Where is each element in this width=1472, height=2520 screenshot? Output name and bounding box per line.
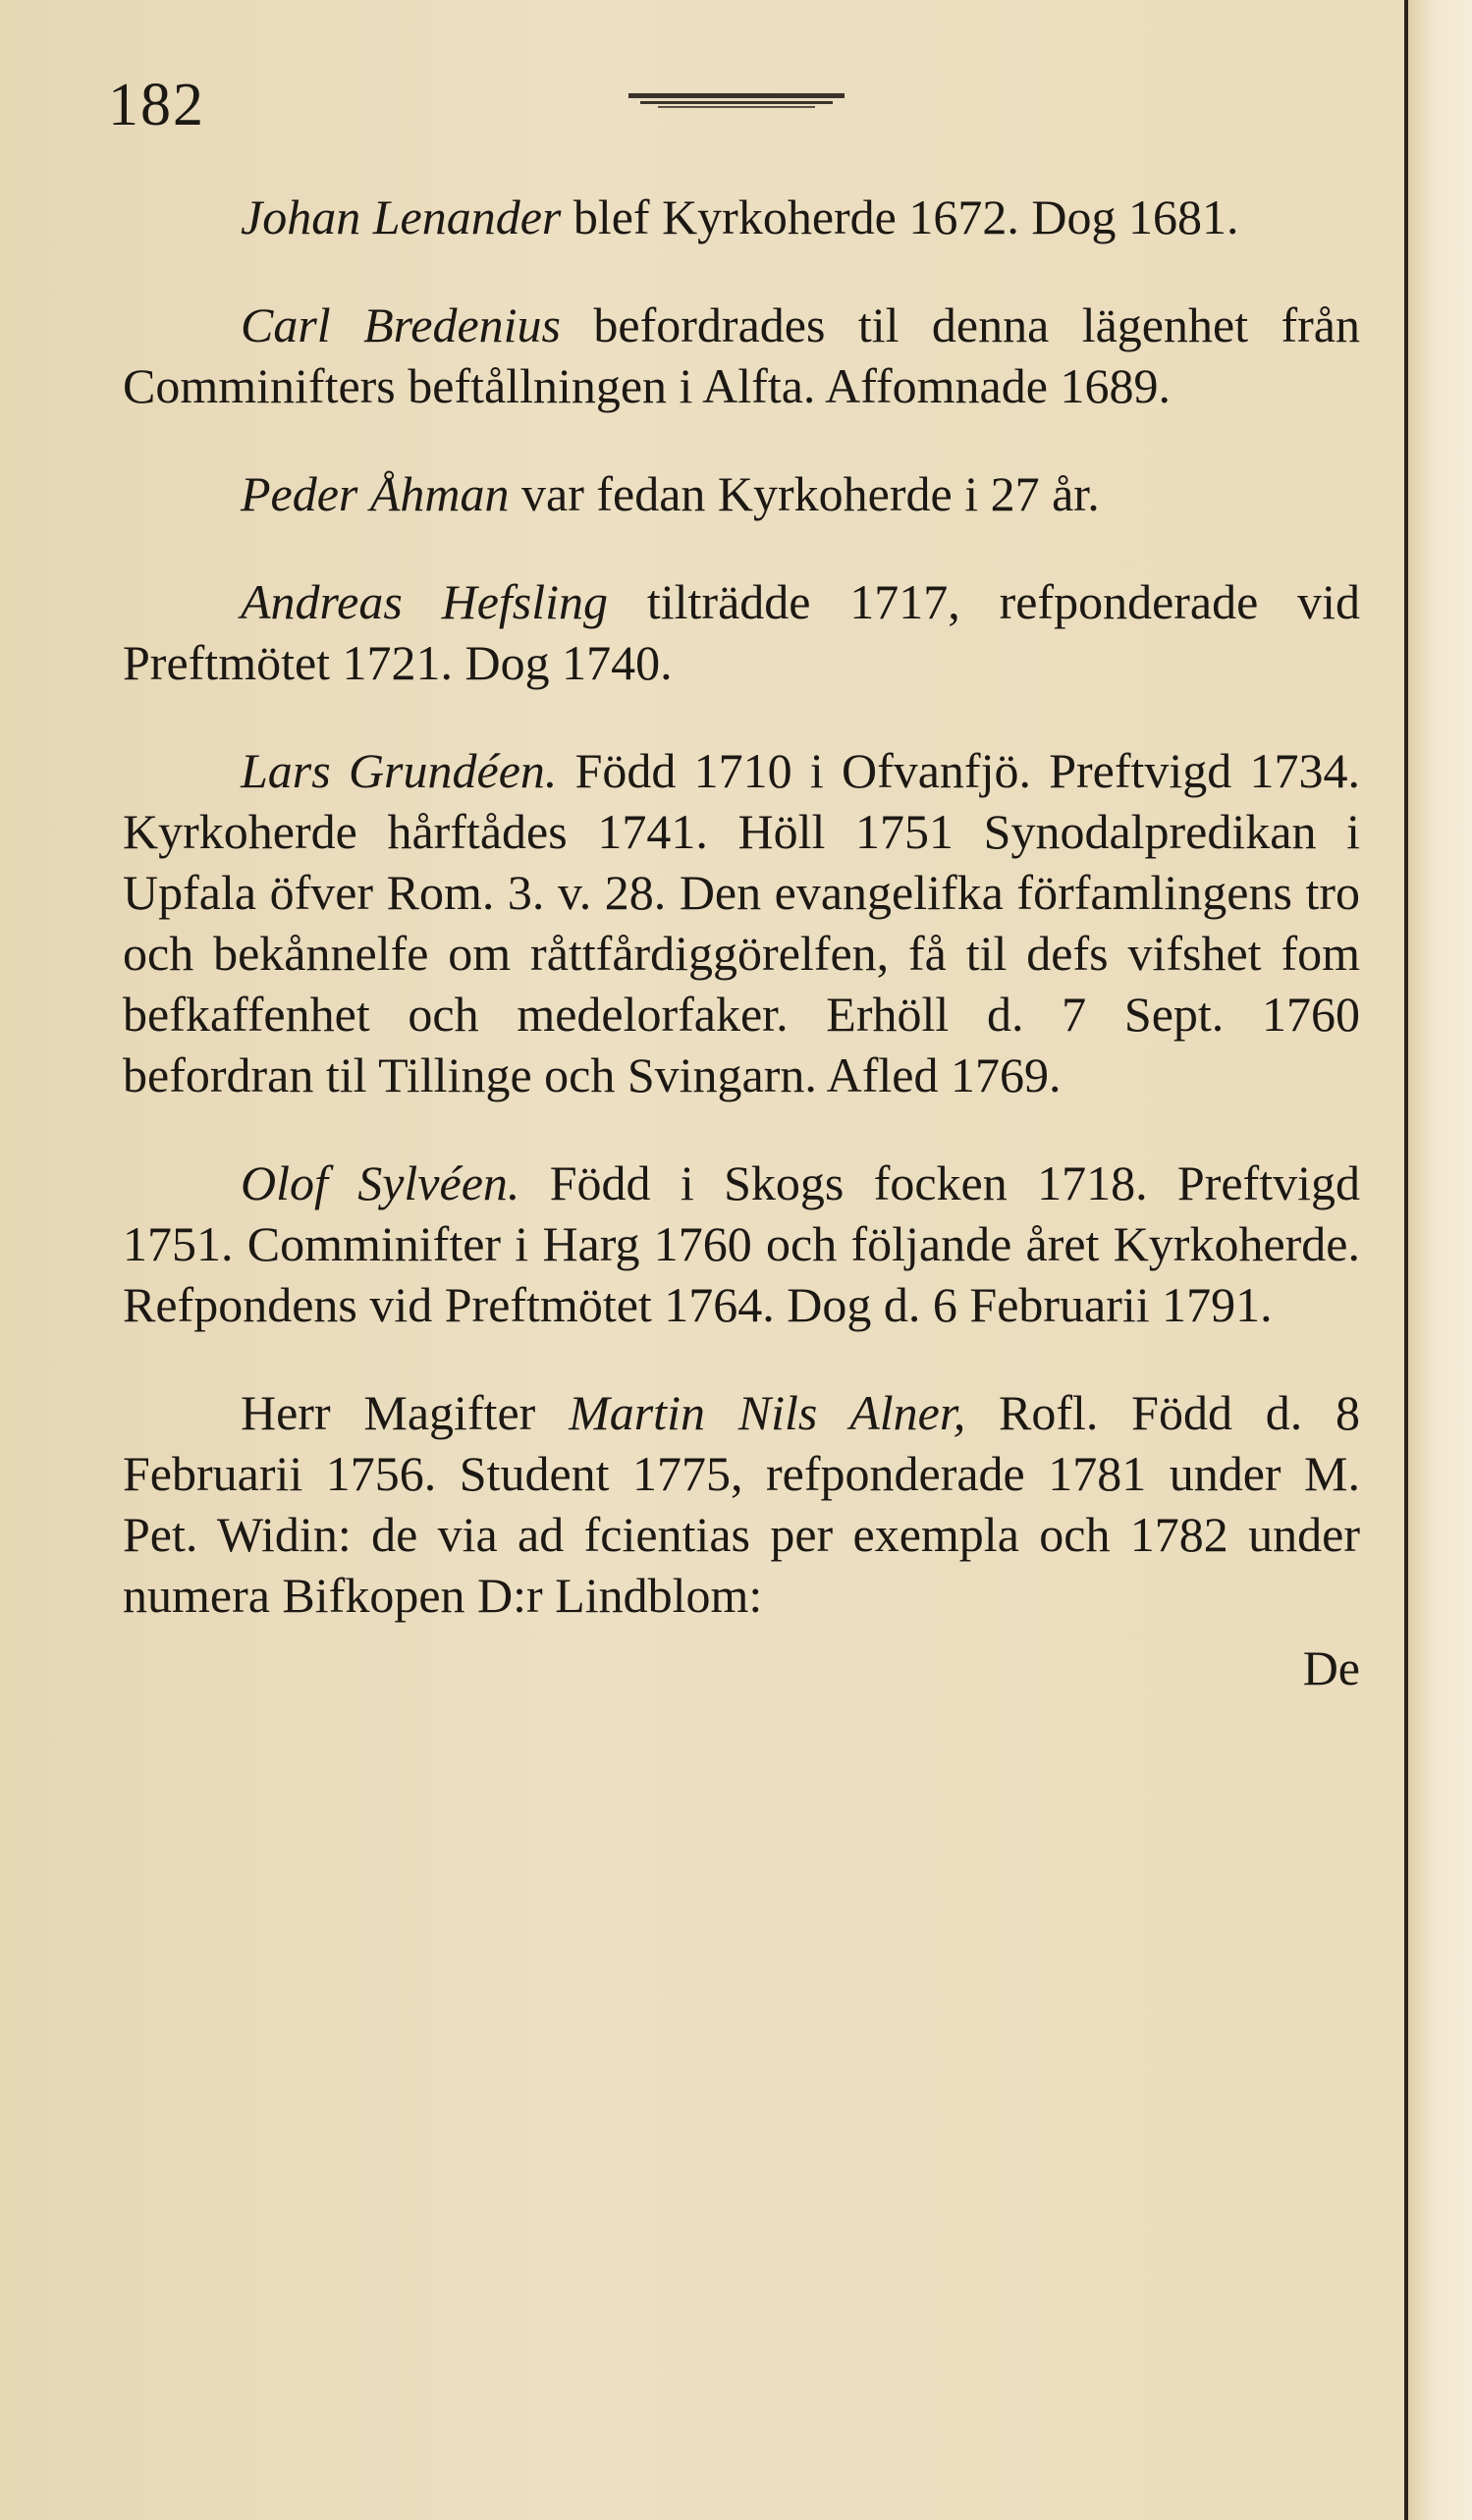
entry-name: Andreas Hefsling [241, 574, 609, 629]
entry-text: blef Kyrkoherde 1672. Dog 1681. [561, 189, 1239, 244]
entry-alner [123, 1382, 1360, 1626]
entry-name: Carl Bredenius [241, 297, 561, 352]
entry-bredenius [123, 295, 1360, 416]
entry-text: befordrades til denna lägenhet från Comminifters beftållningen i Alfta. Affomnade 1689. [123, 297, 1360, 413]
page-body [123, 187, 1360, 1698]
entry-name: Peder Åhman [241, 466, 510, 521]
entry-name: Olof Sylvéen. [241, 1155, 520, 1210]
page-number: 182 [108, 72, 205, 138]
page-edge [1404, 0, 1472, 2520]
entry-text: Född 1710 i Ofvanfjö. Preftvigd 1734. Kyrkoherde hårftådes 1741. Höll 1751 Synodalpredikan i Upfala öfver Rom. 3. v. 28. Den evangelifka förfamlingens tro och bekånnelfe om råttfårdiggörelfen, få til defs vifshet fom befkaffenhet och medelorfaker. Erhöll d. 7 Sept. 1760 befordran til Tillinge och Svingarn. Afled 1769. [123, 743, 1360, 1102]
entry-name: Johan Lenander [241, 189, 562, 244]
entry-grundeen [123, 740, 1360, 1105]
catchword: De [1302, 1640, 1360, 1695]
entry-text: Rofl. Född d. 8 Februarii 1756. Student 1775, refponderade 1781 under M. Pet. Widin: de via ad fcientias per exempla och 1782 under numera Bifkopen D:r Lindblom: [123, 1385, 1361, 1623]
entry-name: Lars Grundéen. [241, 743, 558, 798]
entry-name: Martin Nils Alner, [569, 1385, 966, 1440]
entry-hefsling [123, 571, 1360, 693]
entry-text: tilträdde 1717, refponderade vid Preftmötet 1721. Dog 1740. [123, 574, 1360, 690]
entry-text: var fedan Kyrkoherde i 27 år. [509, 466, 1100, 521]
entry-prefix: Herr Magifter [241, 1385, 570, 1440]
entry-lenander [123, 187, 1360, 247]
entry-text: Född i Skogs focken 1718. Preftvigd 1751. Comminifter i Harg 1760 och följande året Kyrkoherde. Refpondens vid Preftmötet 1764. Dog d. 6 Februarii 1791. [123, 1155, 1360, 1332]
entry-ahman [123, 463, 1360, 524]
entry-sylveen [123, 1153, 1360, 1335]
header-ornament [628, 93, 845, 109]
